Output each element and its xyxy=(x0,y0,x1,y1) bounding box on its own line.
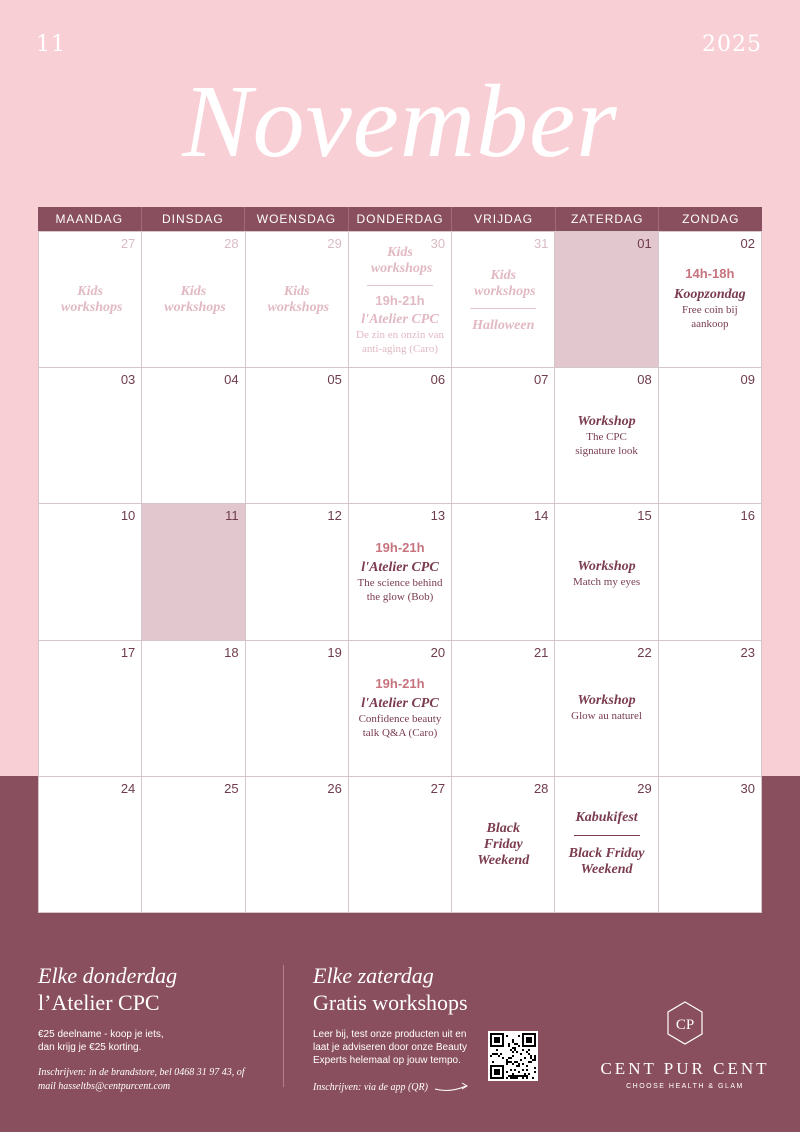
day-cell xyxy=(452,504,555,640)
day-number: 29 xyxy=(637,780,652,796)
divider xyxy=(574,835,640,836)
day-number: 24 xyxy=(120,780,136,796)
weekday-label: ZATERDAG xyxy=(556,207,660,231)
event-title: l'Atelier CPC xyxy=(361,560,439,576)
divider xyxy=(470,308,536,309)
event-title: Kids workshops xyxy=(61,284,123,315)
day-number: 22 xyxy=(637,644,652,660)
day-number: 15 xyxy=(637,508,652,524)
event-title: Black Friday Weekend xyxy=(477,820,530,868)
day-cell xyxy=(555,504,658,640)
day-number: 26 xyxy=(327,780,342,796)
day-cell xyxy=(555,368,658,504)
day-number: 03 xyxy=(120,372,136,388)
event xyxy=(142,284,244,316)
event-title: l'Atelier CPC xyxy=(361,312,439,327)
day-number: 30 xyxy=(430,236,446,251)
year: 2025 xyxy=(702,32,762,57)
day-cell xyxy=(659,641,762,777)
event-title: Koopzondag xyxy=(674,287,746,302)
month-number: 11 xyxy=(36,32,66,57)
footer-heading-italic: Elke donderdag xyxy=(38,963,178,988)
day-cell xyxy=(142,641,245,777)
day-number: 08 xyxy=(637,372,652,388)
footer-text: €25 deelname - koop je iets, dan krijg je €25 korting. xyxy=(38,1029,164,1053)
event xyxy=(349,540,451,604)
day-cell xyxy=(349,777,452,913)
event-time: 14h-18h xyxy=(685,266,735,281)
brand-tagline: CHOOSE HEALTH & GLAM xyxy=(626,1083,744,1090)
day-cell xyxy=(39,504,142,640)
event-title: Kabukifest xyxy=(575,809,638,825)
day-number: 28 xyxy=(224,236,239,251)
calendar-grid xyxy=(38,231,762,913)
event xyxy=(452,821,554,869)
event-time: 19h-21h xyxy=(375,540,425,556)
day-cell xyxy=(555,777,658,913)
day-number: 20 xyxy=(430,644,446,660)
day-cell xyxy=(246,504,349,640)
day-cell xyxy=(349,641,452,777)
day-cell xyxy=(349,232,452,368)
day-cell xyxy=(142,368,245,504)
day-number: 30 xyxy=(740,780,755,796)
day-number: 16 xyxy=(740,508,755,524)
day-cell xyxy=(452,777,555,913)
weekday-label: VRIJDAG xyxy=(452,207,556,231)
day-number: 29 xyxy=(327,236,342,251)
event-title: Kids workshops xyxy=(474,268,536,299)
weekday-label: DONDERDAG xyxy=(349,207,453,231)
event-title: Workshop xyxy=(577,414,636,430)
day-number: 05 xyxy=(327,372,342,388)
day-cell xyxy=(349,504,452,640)
event-title: l'Atelier CPC xyxy=(361,695,439,711)
arrow-icon xyxy=(434,1079,470,1097)
day-cell xyxy=(659,504,762,640)
event xyxy=(555,559,657,589)
day-cell xyxy=(555,232,658,368)
day-cell xyxy=(39,232,142,368)
day-cell xyxy=(39,368,142,504)
day-number: 01 xyxy=(637,236,652,251)
weekday-label: ZONDAG xyxy=(682,212,740,226)
event xyxy=(659,266,761,331)
day-number: 27 xyxy=(430,780,446,796)
day-cell xyxy=(39,777,142,913)
day-number: 27 xyxy=(120,236,136,251)
event-title: Workshop xyxy=(577,692,636,708)
event-description: Match my eyes xyxy=(572,576,641,589)
day-number: 04 xyxy=(224,372,239,388)
footer-heading-italic: Elke zaterdag xyxy=(313,963,434,988)
day-number: 06 xyxy=(430,372,446,388)
event-title: Workshop xyxy=(577,559,636,575)
event-title: Kids workshops xyxy=(370,245,433,276)
footer-note: Inschrijven: via de app (QR) xyxy=(313,1082,428,1093)
day-number: 19 xyxy=(327,644,342,660)
day-cell xyxy=(555,641,658,777)
footer-thursday xyxy=(38,962,278,1094)
day-number: 25 xyxy=(224,780,239,796)
day-number: 31 xyxy=(533,236,549,251)
footer-text: Leer bij, test onze producten uit en laat je adviseren door onze Beauty Experts helemaal op jouw tempo. xyxy=(313,1029,467,1066)
event xyxy=(452,268,554,334)
event-title: Halloween xyxy=(472,318,535,333)
event xyxy=(555,414,657,458)
weekday-label: MAANDAG xyxy=(38,207,142,231)
day-number: 17 xyxy=(120,644,136,660)
day-number: 12 xyxy=(327,508,342,524)
footer-heading: l’Atelier CPC xyxy=(38,990,160,1015)
event-description: Glow au naturel xyxy=(571,709,642,722)
day-cell xyxy=(246,641,349,777)
day-number: 09 xyxy=(740,372,755,388)
day-cell xyxy=(246,232,349,368)
day-number: 07 xyxy=(533,372,549,388)
event xyxy=(246,284,348,316)
footer-heading: Gratis workshops xyxy=(313,990,468,1015)
day-cell xyxy=(659,232,762,368)
day-number: 02 xyxy=(740,236,755,251)
day-cell xyxy=(659,368,762,504)
event xyxy=(349,245,451,356)
day-cell xyxy=(142,777,245,913)
footer-note: Inschrijven: in de brandstore, bel 0468 31 97 43, of mail hasseltbs@centpurcent.com xyxy=(38,1067,245,1092)
event-time: 19h-21h xyxy=(375,675,425,691)
footer-note-row xyxy=(313,1079,513,1097)
day-cell xyxy=(452,368,555,504)
event-description: The CPC signature look xyxy=(575,431,638,458)
event-description: De zin en onzin van anti-aging (Caro) xyxy=(356,329,444,355)
footer-divider xyxy=(283,965,284,1087)
month-title: November xyxy=(182,64,618,179)
monogram-text: CP xyxy=(675,1017,695,1033)
weekday-label: DINSDAG xyxy=(142,207,246,231)
event-description: Confidence beauty talk Q&A (Caro) xyxy=(358,712,442,739)
day-cell xyxy=(142,232,245,368)
day-number: 28 xyxy=(533,780,549,796)
event-time: 19h-21h xyxy=(375,293,425,308)
brand-logo xyxy=(600,1000,770,1090)
day-cell xyxy=(452,641,555,777)
day-number: 18 xyxy=(224,644,239,660)
day-number: 10 xyxy=(120,508,136,524)
day-cell xyxy=(452,232,555,368)
qr-code-icon[interactable] xyxy=(488,1031,538,1081)
weekday-label: WOENSDAG xyxy=(245,207,349,231)
footer-saturday xyxy=(313,962,513,1097)
event xyxy=(349,676,451,740)
day-number: 21 xyxy=(533,644,549,660)
day-cell xyxy=(246,368,349,504)
calendar xyxy=(38,207,762,912)
event-title: Kids workshops xyxy=(267,284,330,315)
day-number: 23 xyxy=(740,644,755,660)
event-description: Free coin bij aankoop xyxy=(682,304,738,330)
day-cell xyxy=(246,777,349,913)
event xyxy=(555,810,657,878)
event-title: Black Friday Weekend xyxy=(568,845,645,877)
day-number: 11 xyxy=(225,508,239,524)
event-title: Kids workshops xyxy=(164,284,226,315)
event xyxy=(555,693,657,723)
day-cell xyxy=(142,504,245,640)
day-cell xyxy=(39,641,142,777)
divider xyxy=(367,285,433,286)
day-number: 13 xyxy=(430,508,446,524)
weekday-header xyxy=(38,207,762,231)
day-number: 14 xyxy=(533,508,549,524)
event-description: The science behind the glow (Bob) xyxy=(357,577,443,604)
brand-name: CENT PUR CENT xyxy=(600,1059,770,1078)
day-cell xyxy=(349,368,452,504)
cpc-monogram-icon xyxy=(665,1000,705,1051)
day-cell xyxy=(659,777,762,913)
event xyxy=(39,284,141,316)
